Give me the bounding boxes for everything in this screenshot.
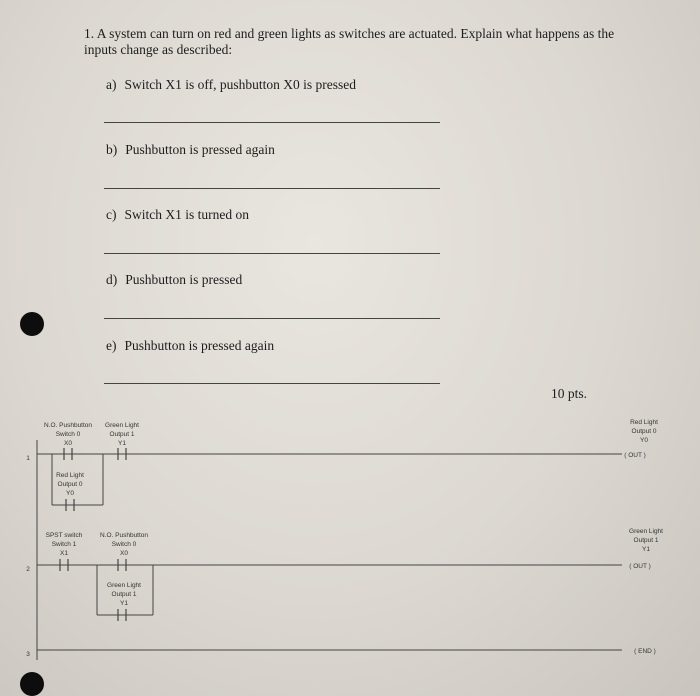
rung1-green-label3: Y1 [118, 440, 126, 447]
rung2-coil: ( OUT ) [629, 563, 651, 570]
rung-number-3: 3 [26, 651, 30, 658]
end-instruction: ( END ) [634, 648, 656, 655]
rung-number-2: 2 [26, 566, 30, 573]
rung2-pb-label3: X0 [120, 550, 128, 557]
answer-line-c[interactable] [104, 253, 440, 254]
rung2-latch-label1: Green Light [107, 582, 141, 589]
item-e: e) Pushbutton is pressed again [106, 338, 275, 353]
rung1-coil-label1: Red Light [630, 419, 658, 426]
answer-line-b[interactable] [104, 188, 440, 189]
question-number: 1. [84, 26, 95, 41]
rung1-coil-label2: Output 0 [631, 428, 657, 435]
binder-hole-top [20, 312, 44, 336]
ladder-diagram [0, 400, 700, 696]
rung2-spst-label1: SPST switch [45, 532, 83, 539]
rung2-spst-label3: X1 [60, 550, 68, 557]
rung2-coil-label1: Green Light [629, 528, 663, 535]
question-text: A system can turn on red and green lights as switches are actuated. Explain what happens as the inputs change as described: [84, 26, 615, 57]
question-prompt [84, 26, 644, 58]
rung1-coil: ( OUT ) [624, 452, 646, 459]
rung-number-1: 1 [26, 455, 30, 462]
rung1-green-label1: Green Light [105, 422, 139, 429]
rung2-coil-label2: Output 1 [633, 537, 659, 544]
rung1-latch-label2: Output 0 [57, 481, 83, 488]
rung2-coil-label3: Y1 [642, 546, 650, 553]
rung2-spst-label2: Switch 1 [51, 541, 77, 548]
rung1-pb-label1: N.O. Pushbutton [43, 422, 93, 429]
rung1-pb-label3: X0 [64, 440, 72, 447]
rung2-pb-label1: N.O. Pushbutton [99, 532, 149, 539]
answer-line-a[interactable] [104, 122, 440, 123]
rung2-pb-label2: Switch 0 [111, 541, 137, 548]
item-b: b) Pushbutton is pressed again [106, 142, 275, 157]
answer-line-e[interactable] [104, 383, 440, 384]
rung2-latch-label2: Output 1 [111, 591, 137, 598]
rung1-coil-label3: Y0 [640, 437, 648, 444]
rung1-latch-label1: Red Light [56, 472, 84, 479]
item-d: d) Pushbutton is pressed [106, 272, 243, 287]
rung1-green-label2: Output 1 [109, 431, 135, 438]
answer-line-d[interactable] [104, 318, 440, 319]
item-a: a) Switch X1 is off, pushbutton X0 is pressed [106, 77, 356, 92]
item-c: c) Switch X1 is turned on [106, 207, 249, 222]
rung2-latch-label3: Y1 [120, 600, 128, 607]
rung1-pb-label2: Switch 0 [55, 431, 81, 438]
points-label: 10 pts. [551, 386, 588, 401]
rung1-latch-label3: Y0 [66, 490, 74, 497]
